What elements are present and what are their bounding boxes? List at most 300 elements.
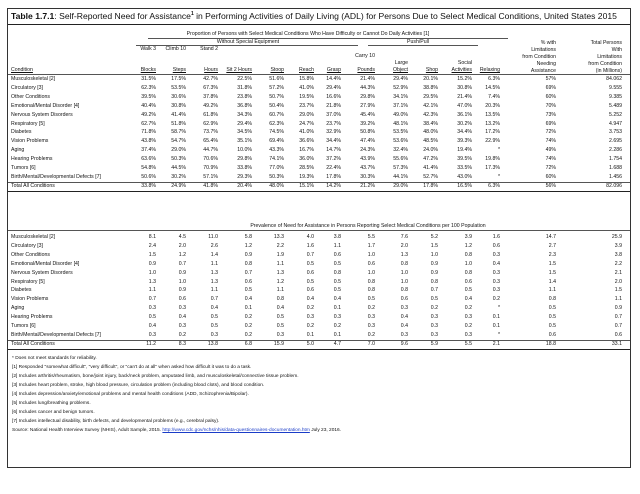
table-cell: 0.7 [148, 296, 156, 303]
table-cell: 45.4% [360, 111, 375, 118]
table-cell: 0.5 [244, 287, 252, 294]
table-cell: 49% [545, 147, 556, 154]
table-cell: 38.4% [423, 120, 438, 127]
total-cell: 82.096 [606, 182, 622, 189]
total-cell: 5.0 [306, 340, 314, 347]
table-cell: 70% [545, 102, 556, 109]
header-pct-with: Assistance [530, 68, 556, 74]
table-cell: 29.0% [171, 147, 186, 154]
table-cell: 1.3 [276, 269, 284, 276]
header-total-persons: Total Persons [590, 40, 622, 46]
table-cell: 73.7% [203, 129, 218, 136]
table-cell: 20.1% [423, 76, 438, 82]
table-cell: 9.555 [609, 84, 622, 91]
table-cell: 1.0 [464, 260, 472, 267]
total-cell: 5.9 [430, 340, 438, 347]
total-cell: 24.9% [171, 182, 186, 189]
table-cell: 0.9 [244, 251, 252, 258]
source-date: July 23, 2016. [311, 428, 342, 433]
table-cell: 1.1 [276, 260, 284, 267]
table-cell: 44.7% [203, 147, 218, 154]
table-cell: 2.0 [614, 278, 622, 285]
table-cell: 0.2 [244, 314, 252, 321]
table-cell: 57.2% [269, 84, 284, 91]
table-cell: 0.9 [430, 269, 438, 276]
table-cell: 73% [545, 111, 556, 118]
table-cell: 36.8% [237, 102, 252, 109]
table-cell: 1.6 [492, 234, 500, 240]
header-group-main: Proportion of Persons with Select Medical Conditions Who Have Difficulty or Cannot Do Daily Activities [1] [186, 31, 430, 37]
table-cell: 1.5 [548, 260, 556, 267]
table-cell: 32.9% [326, 129, 341, 136]
table-cell: 33.5% [457, 165, 472, 171]
table-cell: 47.4% [360, 138, 375, 145]
table-cell: 53.6% [393, 138, 408, 145]
table-cell: 1.4 [210, 251, 218, 258]
table-cell: 0.4 [400, 323, 408, 329]
table-cell: 54.7% [171, 138, 186, 145]
table-cell: 60.7% [269, 111, 284, 118]
row-label: Diabetes [11, 129, 32, 136]
total-row-label: Total All Conditions [11, 340, 55, 347]
table-cell: 0.6 [400, 296, 408, 303]
table-cell: 30.8% [457, 84, 472, 91]
footnote: [2] Includes arthritis/rheumatism, bone/joint injury, back/neck problem, amputated limb, and musculoskeletal/connective tissue problem. [12, 374, 299, 379]
table-cell: 0.5 [548, 323, 556, 329]
table-cell: 21.8% [326, 102, 341, 109]
table-cell: 0.4 [276, 305, 284, 312]
header-without-equipment: Without Special Equipment [216, 39, 280, 45]
table-cell: 43.7% [360, 165, 375, 171]
table-cell: 52.7% [423, 173, 438, 180]
table-cell: 74.5% [269, 129, 284, 136]
table-cell: 41.4% [171, 111, 186, 118]
table-cell: 0.8 [367, 278, 375, 285]
table-cell: 43.8% [141, 138, 156, 145]
table-cell: 52.9% [393, 84, 408, 91]
source-link[interactable]: http://www.cdc.gov/nchs/nhis/data-questionnaires-documentation.htm [162, 428, 310, 433]
table-cell: 29.8% [360, 93, 375, 100]
table-cell: 1.4 [548, 278, 556, 285]
table-cell: 5.489 [609, 102, 622, 109]
table-cell: * [497, 331, 500, 338]
table-cell: 0.8 [464, 269, 472, 276]
table-cell: 48.5% [423, 138, 438, 145]
header-stand-line1: Stand 2 [200, 46, 218, 52]
table-cell: 1.0 [367, 251, 375, 258]
table-cell: 0.9 [178, 287, 186, 294]
table-cell: 0.2 [333, 323, 341, 329]
header-total-persons: (in Millions) [595, 68, 622, 74]
total-cell: 29.0% [393, 182, 408, 189]
table-cell: 0.3 [430, 323, 438, 329]
total-cell: 15.9 [273, 340, 284, 347]
title-text: Self-Reported Need for Assistance [59, 11, 191, 21]
table-cell: 30.8% [171, 102, 186, 109]
table-cell: 0.3 [333, 314, 341, 321]
table-cell: 4.947 [609, 120, 622, 127]
total-cell: 48.0% [269, 182, 284, 189]
table-cell: 0.3 [492, 251, 500, 258]
table-cell: 37.1% [393, 102, 408, 109]
total-cell: 13.8 [207, 340, 218, 347]
table-cell: 41.0% [299, 129, 314, 136]
table-cell: 29.5% [423, 93, 438, 100]
header-climb-line1: Climb 10 [165, 46, 186, 52]
table-cell: 0.4 [244, 296, 252, 303]
table-cell: 49.2% [141, 111, 156, 118]
table-cell: 51.8% [171, 120, 186, 127]
table-cell: 17.3% [485, 165, 500, 171]
header-social-line1: Social [457, 60, 472, 66]
table-cell: 23.8% [237, 93, 252, 100]
column-header: Object [393, 67, 408, 73]
table-cell: 49.2% [203, 102, 218, 109]
table-cell: 15.2% [457, 76, 472, 82]
table-cell: 72% [545, 165, 556, 171]
table-cell: 4.5 [178, 234, 186, 240]
table-cell: 3.9 [614, 242, 622, 249]
row-label: Other Conditions [11, 93, 50, 100]
table-cell: 0.2 [244, 331, 252, 338]
table-cell: 0.6 [548, 331, 556, 338]
table-cell: 3.8 [614, 251, 622, 258]
table-cell: 0.2 [178, 331, 186, 338]
table-cell: 62.9% [203, 120, 218, 127]
table-cell: 84.062 [606, 76, 622, 82]
total-cell: 11.2 [146, 340, 156, 347]
table-cell: 21.4% [360, 76, 375, 82]
table-cell: 29.4% [393, 76, 408, 82]
table-cell: 43.9% [360, 156, 375, 163]
table-cell: 0.3 [492, 269, 500, 276]
table-cell: 1.3 [210, 278, 218, 285]
table-cell: 23.7% [299, 102, 314, 109]
table2-header: Prevalence of Need for Assistance in Persons Reporting Select Medical Conditions per 100 Population [250, 223, 486, 229]
table-cell: 0.3 [400, 305, 408, 312]
total-cell: 2.1 [492, 340, 500, 347]
table-cell: * [497, 147, 500, 154]
table-cell: 5.252 [609, 111, 622, 118]
table-cell: 15.8% [299, 76, 314, 82]
table-cell: 62.3% [141, 84, 156, 91]
table-cell: 41.4% [423, 165, 438, 171]
table-cell: 70.6% [203, 156, 218, 163]
table-cell: 0.3 [400, 331, 408, 338]
table-cell: * [497, 305, 500, 312]
table-cell: 29.4% [326, 84, 341, 91]
table-cell: 0.5 [548, 314, 556, 321]
table-cell: 0.5 [333, 278, 341, 285]
table-cell: 0.5 [464, 287, 472, 294]
table-cell: 2.0 [178, 242, 186, 249]
table-cell: 23.7% [326, 120, 341, 127]
table-cell: 14.7 [545, 234, 556, 240]
table-cell: 50.8% [360, 129, 375, 136]
table-cell: 0.8 [400, 260, 408, 267]
table-cell: 29.8% [237, 156, 252, 163]
table-cell: 0.4 [400, 314, 408, 321]
table-cell: 0.2 [464, 323, 472, 329]
table-cell: 69% [545, 120, 556, 127]
table-cell: 28.5% [299, 165, 314, 171]
table-cell: 1.0 [430, 251, 438, 258]
total-cell: 33.1 [611, 340, 622, 347]
table-cell: 34.5% [237, 129, 252, 136]
rule-line [8, 74, 630, 75]
table-cell: 1.5 [548, 269, 556, 276]
table-cell: 0.6 [333, 251, 341, 258]
table-cell: 16.6% [326, 93, 341, 100]
table-cell: 0.4 [306, 296, 314, 303]
row-label: Respiratory [5] [11, 120, 45, 127]
table-cell: 74% [545, 156, 556, 163]
table-cell: 0.5 [306, 260, 314, 267]
table-cell: 0.3 [492, 287, 500, 294]
total-cell: 17.8% [423, 182, 438, 189]
table-cell: 0.3 [276, 331, 284, 338]
header-large-line1: Large [394, 60, 408, 66]
table-cell: 36.1% [457, 111, 472, 118]
table-cell: 5.2 [430, 234, 438, 240]
row-label: Aging [11, 147, 25, 154]
table-cell: 48.0% [423, 129, 438, 136]
table-cell: 19.5% [299, 93, 314, 100]
table-cell: 69.4% [269, 138, 284, 145]
total-cell: 16.5% [457, 182, 472, 189]
table-cell: 57.1% [203, 173, 218, 180]
table-cell: 44.5% [171, 165, 186, 171]
table-cell: 3.9 [464, 234, 472, 240]
page-title: Table 1.7.1: Self-Reported Need for Assistance$^1$ in Performing Activities of Daily Living (ADL) for Persons Due to Select Medical Conditions, United States 2015 [11, 11, 617, 21]
table-cell: 48.1% [393, 120, 408, 127]
footnote: [3] Includes heart problem, stroke, high blood pressure, circulation problem (including blood clots), and blood condition. [12, 383, 265, 388]
total-cell: 9.6 [400, 340, 408, 347]
table-cell: 1.1 [276, 287, 284, 294]
table-cell: 35.1% [237, 138, 252, 145]
table-cell: 1.6 [306, 242, 314, 249]
table-cell: 1.1 [614, 296, 622, 303]
table-cell: 30.6% [171, 93, 186, 100]
table-cell: 0.4 [492, 260, 500, 267]
table-cell: 1.688 [609, 165, 622, 171]
total-cell: 14.2% [326, 182, 341, 189]
total-cell: 4.7 [333, 340, 341, 347]
row-label: Respiratory [5] [11, 278, 45, 285]
table-cell: 38.8% [423, 84, 438, 91]
row-label: Vision Problems [11, 296, 49, 303]
table-cell: 2.3 [548, 251, 556, 258]
table-cell: 1.1 [333, 242, 341, 249]
table-number: Table 1.7.1 [11, 11, 55, 21]
table-cell: 1.2 [244, 242, 252, 249]
table-cell: 14.5% [485, 84, 500, 91]
header-condition: Condition [11, 67, 33, 73]
table-cell: 1.2 [178, 251, 186, 258]
table-cell: 3.753 [609, 129, 622, 136]
header-total-persons: from Condition [588, 61, 622, 67]
footnote: [1] Responded "somewhat difficult", "very difficult", or "can't do at all" when asked how difficult it was to do a task. [12, 365, 252, 370]
total-row-label: Total All Conditions [11, 182, 55, 189]
header-carry-line1: Carry 10 [355, 53, 375, 59]
table-cell: 0.9 [178, 269, 186, 276]
table-cell: 2.7 [548, 242, 556, 249]
table-cell: 0.2 [306, 305, 314, 312]
table-cell: 0.4 [333, 296, 341, 303]
table-cell: 2.695 [609, 138, 622, 145]
table-cell: 0.3 [464, 331, 472, 338]
table-cell: 53.5% [171, 84, 186, 91]
table-cell: 0.5 [210, 314, 218, 321]
table-cell: 1.5 [430, 242, 438, 249]
table-cell: 0.5 [210, 323, 218, 329]
table-cell: 0.9 [430, 260, 438, 267]
row-label: Aging [11, 305, 25, 312]
table-cell: 0.3 [492, 278, 500, 285]
column-header: Reach [299, 67, 314, 73]
table-cell: 0.5 [430, 296, 438, 303]
table-cell: 50.3% [171, 156, 186, 163]
table-cell: 62.7% [141, 120, 156, 127]
table-cell: 0.7 [614, 314, 622, 321]
header-pct-with: % with [540, 40, 556, 46]
table-cell: 44.1% [393, 173, 408, 180]
total-cell: 20.4% [237, 182, 252, 189]
row-label: Tumors [6] [11, 323, 36, 329]
row-label: Musculoskeletal [2] [11, 76, 56, 82]
table-cell: 31.8% [237, 84, 252, 91]
source-text: Source: National Health Interview Survey (NHIS), Adult Sample, 2015. [12, 428, 162, 433]
table-cell: 0.3 [430, 314, 438, 321]
table-cell: 37.0% [326, 111, 341, 118]
footnote: [7] Includes intellectual disability, birth defects, and developmental problems (e.g., cerebral palsy). [12, 419, 220, 424]
table-cell: 1.2 [276, 278, 284, 285]
table-cell: 0.6 [178, 296, 186, 303]
table-cell: 39.5% [457, 156, 472, 163]
title-sup: 1 [190, 11, 194, 18]
table-cell: 1.0 [400, 278, 408, 285]
header-pushpull: Push/Pull [407, 39, 429, 45]
table-cell: 53.5% [393, 129, 408, 136]
total-cell: 5.5 [464, 340, 472, 347]
row-label: Vision Problems [11, 138, 49, 145]
table-cell: 0.3 [178, 305, 186, 312]
column-header: Sit 2 Hours [226, 67, 252, 73]
table-cell: 1.0 [178, 278, 186, 285]
total-cell: 18.8 [545, 340, 556, 347]
table-cell: 1.2 [464, 242, 472, 249]
table-cell: 43.3% [269, 147, 284, 154]
table-cell: 74% [545, 138, 556, 145]
table-cell: 77.0% [269, 165, 284, 171]
total-cell: 33.8% [141, 182, 156, 189]
table-cell: 0.3 [367, 323, 375, 329]
table-cell: 22.4% [326, 165, 341, 171]
table-cell: 4.0 [306, 234, 314, 240]
table-cell: 60% [545, 173, 556, 180]
table-cell: 34.4% [326, 138, 341, 145]
header-pct-with: Needing [536, 61, 556, 67]
header-total-persons: Limitations [597, 54, 622, 60]
table-cell: 0.6 [244, 278, 252, 285]
table-cell: 67.3% [203, 84, 218, 91]
total-cell: 41.8% [203, 182, 218, 189]
table-cell: 37.4% [141, 147, 156, 154]
table-cell: 11.0 [208, 234, 218, 240]
table-cell: 0.3 [178, 323, 186, 329]
total-cell: 21.2% [360, 182, 375, 189]
table-cell: 0.8 [400, 287, 408, 294]
table-cell: 0.7 [614, 323, 622, 329]
table-cell: 1.5 [614, 287, 622, 294]
column-header: Grasp [326, 67, 341, 73]
table-cell: 50.4% [269, 102, 284, 109]
table-cell: 44.3% [360, 84, 375, 91]
table-cell: 19.3% [299, 173, 314, 180]
table-cell: 70.9% [203, 165, 218, 171]
footnotes [12, 354, 624, 435]
table-cell: 2.2 [614, 260, 622, 267]
table-cell: 0.2 [430, 305, 438, 312]
total-cell: 6.3% [488, 182, 500, 189]
table-cell: 0.7 [244, 269, 252, 276]
table-cell: 0.4 [464, 296, 472, 303]
table-cell: 0.8 [276, 296, 284, 303]
table-cell: 0.9 [614, 305, 622, 312]
table-cell: 63.6% [141, 156, 156, 163]
footnote: [5] Includes lung/breathing problems. [12, 401, 91, 406]
row-label: Emotional/Mental Disorder [4] [11, 102, 80, 109]
table-cell: 27.9% [360, 102, 375, 109]
table-cell: 0.2 [306, 323, 314, 329]
table-cell: 1.3 [210, 269, 218, 276]
table-cell: 5.5 [367, 234, 375, 240]
row-label: Circulatory [3] [11, 84, 43, 91]
table-cell: 2.2 [276, 242, 284, 249]
table-cell: 42.3% [423, 111, 438, 118]
table-cell: 57.3% [393, 165, 408, 171]
header-pct-with: from Condition [522, 54, 556, 60]
table-cell: 1.1 [148, 287, 156, 294]
table-cell: 62.3% [269, 120, 284, 127]
table-cell: 1.3 [400, 251, 408, 258]
table-cell: 0.6 [614, 331, 622, 338]
rule-line [8, 349, 630, 350]
table-cell: 0.8 [464, 251, 472, 258]
table-cell: 0.5 [333, 260, 341, 267]
table-cell: 47.2% [423, 156, 438, 163]
table-cell: 55.6% [393, 156, 408, 163]
table-cell: 1.1 [210, 260, 218, 267]
header-walk-line1: Walk 3 [140, 46, 156, 52]
table-cell: 0.3 [148, 331, 156, 338]
table-cell: 24.3% [360, 147, 375, 154]
table-cell: 17.2% [485, 129, 500, 136]
table-cell: 0.1 [244, 305, 252, 312]
table-cell: 0.5 [306, 278, 314, 285]
table-cell: 50.7% [269, 93, 284, 100]
table-cell: 1.754 [609, 156, 622, 163]
row-label: Tumors [6] [11, 165, 36, 171]
table-cell: 49.0% [393, 111, 408, 118]
table-cell: 2.6 [210, 242, 218, 249]
table-cell: 1.456 [609, 173, 622, 180]
table-cell: 30.2% [457, 120, 472, 127]
row-label: Nervous System Disorders [11, 111, 73, 118]
table-cell: 0.1 [492, 323, 500, 329]
table-cell: 43.0% [457, 173, 472, 180]
table-cell: 1.0 [400, 269, 408, 276]
